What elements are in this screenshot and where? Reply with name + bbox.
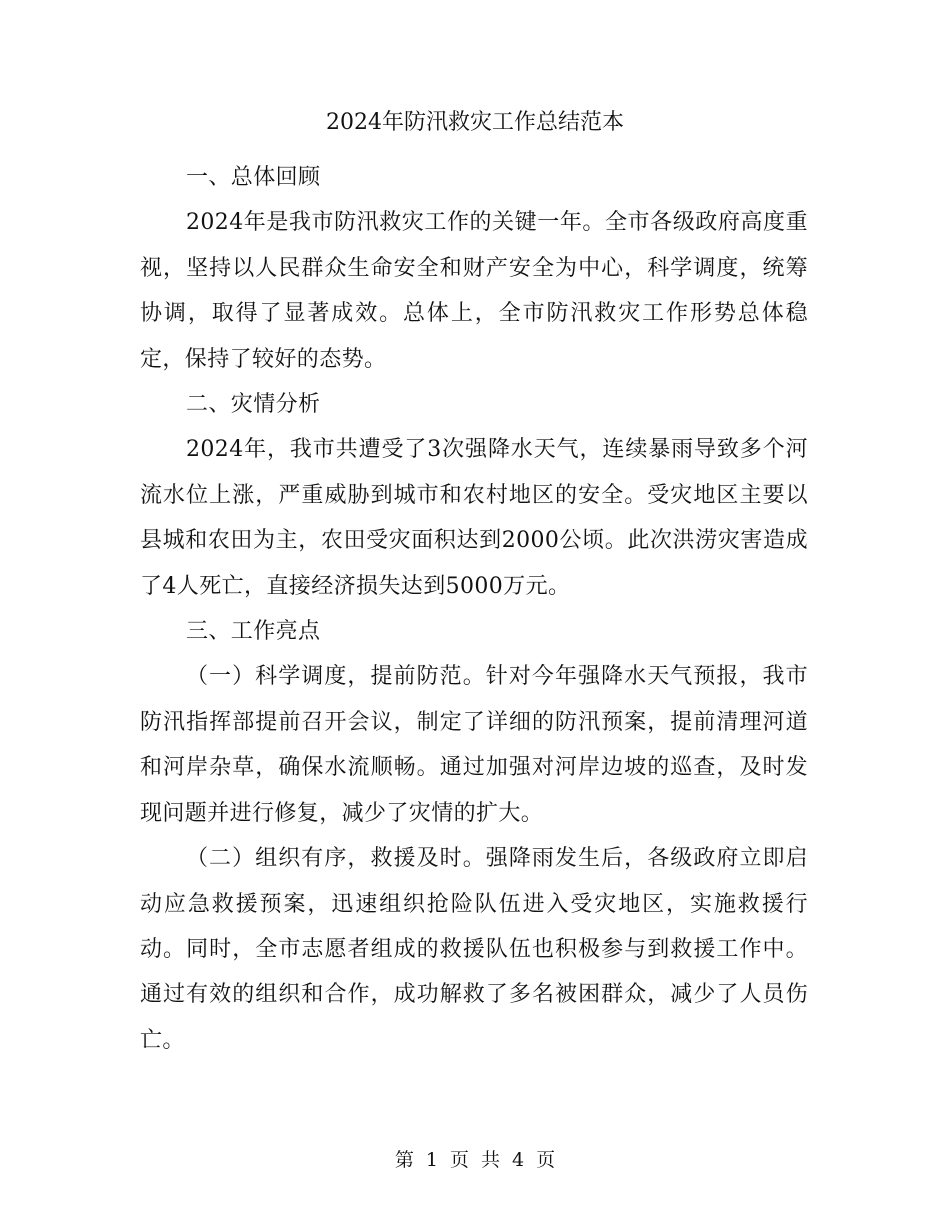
section-heading-disaster-analysis: 二、灾情分析 — [186, 392, 321, 418]
document-title: 2024年防汛救灾工作总结范本 — [326, 110, 624, 135]
section-heading-overview: 一、总体回顾 — [186, 165, 321, 190]
highlight-paragraph-1: （一）科学调度，提前防范。针对今年强降水天气预报，我市防汛指挥部提前召开会议，制定了详细的防汛预案，提前清理河道和河岸杂草，确保水流顺畅。通过加强对河岸边坡的巡查，及时发现问题并进行修复，减少了灾情的扩大。 — [140, 664, 808, 826]
section-heading-highlights: 三、工作亮点 — [186, 619, 321, 645]
highlight-paragraph-2: （二）组织有序，救援及时。强降雨发生后，各级政府立即启动应急救援预案，迅速组织抢险队伍进入受灾地区，实施救援行动。同时，全市志愿者组成的救援队伍也积极参与到救援工作中。通过有效的组织和合作，成功解救了多名被困群众，减少了人员伤亡。 — [140, 846, 808, 1053]
document-body — [140, 155, 808, 1063]
page-footer: 第 1 页 共 4 页 — [394, 1149, 556, 1171]
overview-paragraph: 2024年是我市防汛救灾工作的关键一年。全市各级政府高度重视，坚持以人民群众生命安全和财产安全为中心，科学调度，统筹协调，取得了显著成效。总体上，全市防汛救灾工作形势总体稳定，保持了较好的态势。 — [140, 210, 808, 372]
disaster-analysis-paragraph: 2024年，我市共遭受了3次强降水天气，连续暴雨导致多个河流水位上涨，严重威胁到城市和农村地区的安全。受灾地区主要以县城和农田为主，农田受灾面积达到2000公顷。此次洪涝灾害造成了4人死亡，直接经济损失达到5000万元。 — [140, 437, 808, 599]
